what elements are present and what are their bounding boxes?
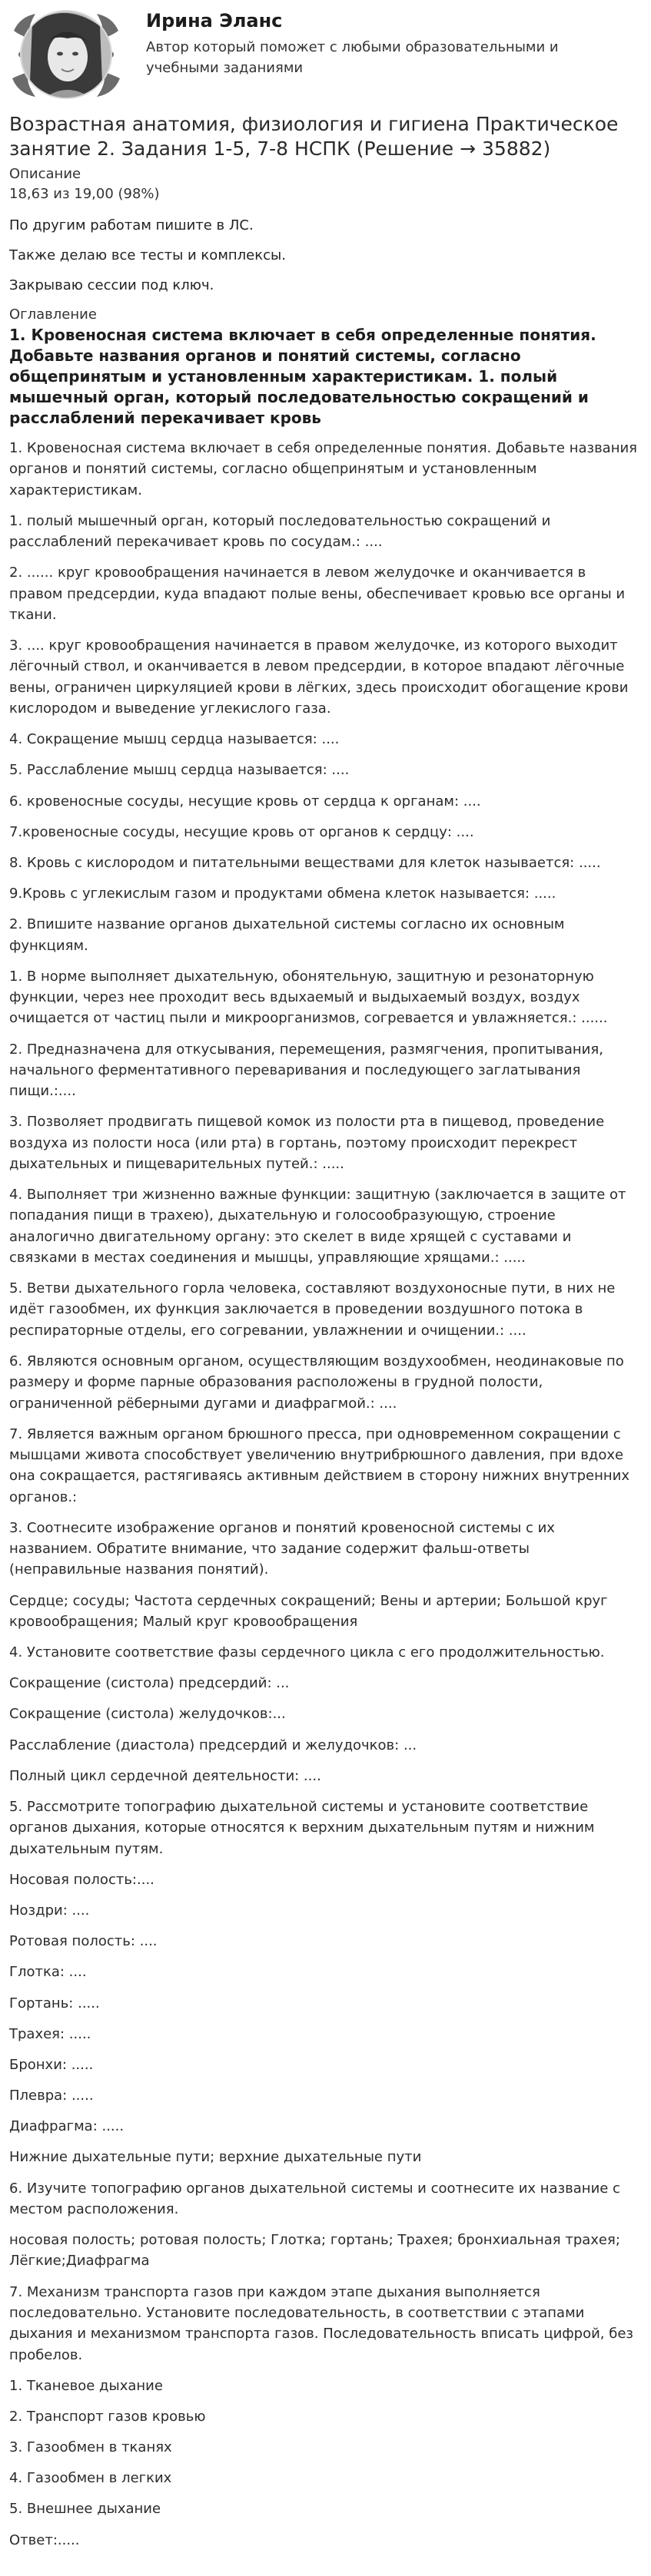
work-title: Возрастная анатомия, физиология и гигиена Практическое занятие 2. Задания 1-5, 7-8 НСПК (Решение → 35882) xyxy=(9,113,619,160)
content-paragraph: 4. Газообмен в легких xyxy=(9,2470,172,2487)
content-paragraph: 4. Сокращение мышц сердца называется: .... xyxy=(9,731,340,748)
content-paragraph: 7. Является важным органом брюшного пресса, при одновременном сокращении с мышцами живота способствует увеличению внутрибрюшного давления, при вдохе она сокращается, растягиваясь активным действием в сторону нижних внутренних органов.: xyxy=(9,1425,629,1505)
content-paragraph: Диафрагма: ..... xyxy=(9,2118,125,2135)
author-name[interactable]: Ирина Эланс xyxy=(146,10,283,31)
content-paragraph: Ноздри: .... xyxy=(9,1902,90,1919)
content-paragraph: Сердце; сосуды; Частота сердечных сокращений; Вены и артерии; Большой круг кровообращения; Малый круг кровообращения xyxy=(9,1592,608,1630)
content-paragraph: Гортань: ..... xyxy=(9,1995,100,2011)
content-paragraph: 4. Выполняет три жизненно важные функции: защитную (заключается в защите от попадания пищи в трахею), дыхательную и голосообразующую, строение аналогично двигательному органу: это скелет в виде хрящей с суставами и связками в местах соединения и мышцы, управляющие хрящами.: ..... xyxy=(9,1187,626,1266)
content-paragraph: 4. Установите соответствие фазы сердечного цикла с его продолжительностью. xyxy=(9,1644,605,1661)
author-info xyxy=(146,8,592,78)
description-note: Также делаю все тесты и комплексы. xyxy=(9,247,286,263)
content-paragraph: 2. ...... круг кровообращения начинается в левом желудочке и оканчивается в правом предсердии, куда впадают полые вены, обеспечивает кровью все органы и ткани. xyxy=(9,565,626,623)
author-card xyxy=(9,0,642,108)
content-paragraph: Сокращение (систола) предсердий: ... xyxy=(9,1675,290,1692)
content-paragraph: Трахея: ..... xyxy=(9,2025,91,2042)
content-paragraph: 3. .... круг кровообращения начинается в правом желудочке, из которого выходит лёгочный ствол, и оканчивается в левом предсердии, в которое впадают лёгочные вены, ограничен циркуляцией крови в лёгких, здесь происходит обогащение крови кислородом и выведение углекислого газа. xyxy=(9,637,629,717)
toc-label: Оглавление xyxy=(9,306,97,323)
content-paragraph: 6. кровеносные сосуды, несущие кровь от сердца к органам: .... xyxy=(9,793,481,810)
content-paragraph: Бронхи: ..... xyxy=(9,2056,94,2073)
content-body xyxy=(9,438,642,2551)
content-paragraph: 6. Изучите топографию органов дыхательной системы и соотнесите их название с местом расположения. xyxy=(9,2180,620,2217)
content-paragraph: 6. Являются основным органом, осуществляющим воздухообмен, неодинаковые по размеру и форме парные образования расположены в грудной полости, ограниченной рёберными дугами и диафрагмой.: .... xyxy=(9,1353,624,1412)
content-paragraph: 1. Кровеносная система включает в себя определенные понятия. Добавьте названия органов и понятий системы, согласно общепринятым и установленным характеристикам. xyxy=(9,440,638,498)
content-paragraph: Нижние дыхательные пути; верхние дыхательные пути xyxy=(9,2149,422,2166)
toc-heading: 1. Кровеносная система включает в себя определенные понятия. Добавьте названия органов и понятий системы, согласно общепринятым и установленным характеристикам. 1. полый мышечный орган, который последовательностью сокращений и расслаблений перекачивает кровь xyxy=(9,326,596,427)
content-paragraph: Плевра: ..... xyxy=(9,2088,94,2104)
content-paragraph: Ответ:..... xyxy=(9,2531,80,2548)
content-paragraph: 2. Транспорт газов кровью xyxy=(9,2408,206,2425)
content-paragraph: 3. Соотнесите изображение органов и понятий кровеносной системы с их названием. Обратите внимание, что задание содержит фальш-ответы (неправильные названия понятий). xyxy=(9,1519,555,1578)
content-paragraph: 7.кровеносные сосуды, несущие кровь от органов к сердцу: .... xyxy=(9,823,474,840)
content-paragraph: Носовая полость:.... xyxy=(9,1871,154,1888)
description-note: Закрываю сессии под ключ. xyxy=(9,277,214,293)
content-paragraph: 2. Впишите название органов дыхательной системы согласно их основным функциям. xyxy=(9,916,565,954)
content-paragraph: Сокращение (систола) желудочков:... xyxy=(9,1706,286,1723)
content-paragraph: 1. В норме выполняет дыхательную, обонятельную, защитную и резонаторную функции, через нее проходит весь вдыхаемый и выдыхаемый воздух, воздух очищается от частиц пыли и микроорганизмов, согревается и увлажняется.: ...... xyxy=(9,968,608,1027)
content-paragraph: носовая полость; ротовая полость; Глотка; гортань; Трахея; бронхиальная трахея; Лёгкие;Диафрагма xyxy=(9,2232,620,2270)
content-paragraph: 5. Рассмотрите топографию дыхательной системы и установите соответствие органов дыхания, которые относятся к верхним дыхательным путям и нижним дыхательным путям. xyxy=(9,1799,595,1857)
content-paragraph: Ротовая полость: .... xyxy=(9,1933,158,1950)
content-paragraph: Глотка: .... xyxy=(9,1964,87,1981)
content-paragraph: 8. Кровь с кислородом и питательными веществами для клеток называется: ..... xyxy=(9,854,601,871)
content-paragraph: 5. Ветви дыхательного горла человека, составляют воздухоносные пути, в них не идёт газообмен, их функция заключается в проведении воздушного потока в респираторные отделы, его согревании, увлажнении и очищении.: .... xyxy=(9,1280,616,1339)
content-paragraph: 3. Позволяет продвигать пищевой комок из полости рта в пищевод, проведение воздуха из полости носа (или рта) в гортань, поэтому происходит перекрест дыхательных и пищеварительных путей.: ..... xyxy=(9,1114,605,1172)
content-paragraph: 9.Кровь с углекислым газом и продуктами обмена клеток называется: ..... xyxy=(9,886,556,902)
content-paragraph: 1. полый мышечный орган, который последовательностью сокращений и расслаблений перекачивает кровь по сосудам.: .... xyxy=(9,512,551,551)
content-paragraph: Расслабление (диастола) предсердий и желудочков: ... xyxy=(9,1737,417,1753)
content-paragraph: Полный цикл сердечной деятельности: .... xyxy=(9,1767,321,1784)
description-notes xyxy=(9,215,642,296)
author-avatar[interactable] xyxy=(9,8,123,101)
description-label: Описание xyxy=(9,166,81,182)
rating-text: 18,63 из 19,00 (98%) xyxy=(9,186,160,202)
content-paragraph: 7. Механизм транспорта газов при каждом этапе дыхания выполняется последовательно. Установите последовательность, в соответствии с этапами дыхания и механизмом транспорта газов. Последовательность вписать цифрой, без пробелов. xyxy=(9,2283,633,2363)
content-paragraph: 5. Внешнее дыхание xyxy=(9,2501,161,2518)
description-note: По другим работам пишите в ЛС. xyxy=(9,217,254,233)
author-description: Автор который поможет с любыми образовательными и учебными заданиями xyxy=(146,39,559,76)
content-paragraph: 2. Предназначена для откусывания, перемещения, размягчения, пропитывания, начального ферментативного переваривания и последующего заглатывания пищи.:.... xyxy=(9,1041,603,1100)
content-paragraph: 5. Расслабление мышц сердца называется: .... xyxy=(9,762,350,779)
content-paragraph: 1. Тканевое дыхание xyxy=(9,2377,163,2394)
content-paragraph: 3. Газообмен в тканях xyxy=(9,2439,172,2456)
